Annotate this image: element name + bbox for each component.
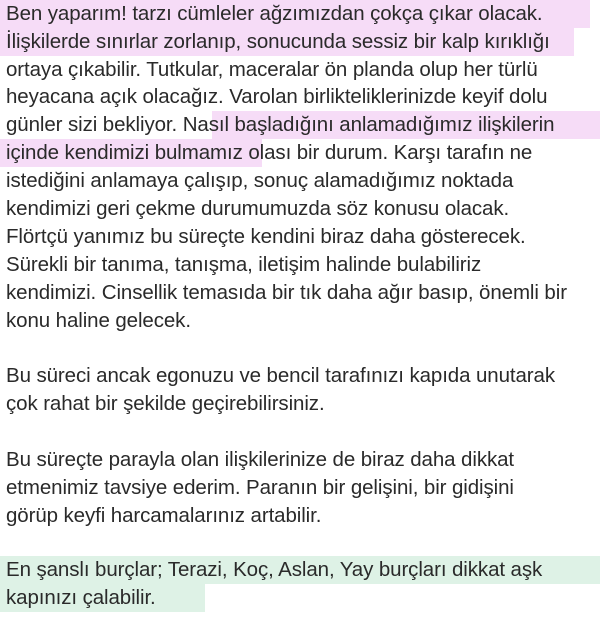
plain-text: günler sizi bekliyor. bbox=[6, 113, 183, 136]
highlighted-text: Ben yaparım! tarzı cümleler ağzımızdan çokça çıkar olacak. bbox=[6, 2, 543, 25]
text-line bbox=[6, 28, 550, 56]
text-line bbox=[6, 111, 554, 139]
text-line: görüp keyfi harcamalarınız artabilir. bbox=[6, 504, 322, 527]
text-line: ortaya çıkabilir. Tutkular, maceralar ön planda olup her türlü bbox=[6, 58, 538, 81]
text-line: konu haline gelecek. bbox=[6, 309, 191, 332]
plain-text: olası bir durum. Karşı tarafın ne bbox=[242, 141, 533, 164]
text-line: Bu süreci ancak egonuzu ve bencil tarafınızı kapıda unutarak bbox=[6, 364, 555, 387]
text-line: Flörtçü yanımız bu süreçte kendini biraz daha gösterecek. bbox=[6, 225, 526, 248]
highlighted-text: Nasıl başladığını anlamadığımız ilişkilerin bbox=[182, 113, 555, 136]
highlighted-text: İlişkilerde sınırlar zorlanıp, sonucunda sessiz bir kalp kırıklığı bbox=[6, 30, 550, 53]
text-line: kendimizi. Cinsellik temasıda bir tık daha ağır basıp, önemli bir bbox=[6, 281, 567, 304]
text-line: heyacana açık olacağız. Varolan birlikteliklerinizde keyif dolu bbox=[6, 85, 548, 108]
text-line bbox=[6, 0, 543, 28]
text-line: kapınızı çalabilir. bbox=[6, 586, 156, 609]
text-line: Sürekli bir tanıma, tanışma, iletişim halinde bulabiliriz bbox=[6, 253, 482, 276]
text-line: çok rahat bir şekilde geçirebilirsiniz. bbox=[6, 392, 325, 415]
text-line bbox=[6, 139, 532, 167]
highlighted-text: içinde kendimizi bulmamız bbox=[6, 141, 243, 164]
text-line: kendimizi geri çekme durumumuzda söz konusu olacak. bbox=[6, 197, 510, 220]
text-line: istediğini anlamaya çalışıp, sonuç alamadığımız noktada bbox=[6, 169, 514, 192]
text-line: Bu süreçte parayla olan ilişkilerinize de biraz daha dikkat bbox=[6, 448, 515, 471]
text-line: En şanslı burçlar; Terazi, Koç, Aslan, Yay burçları dikkat aşk bbox=[6, 558, 543, 581]
text-line: etmenimiz tavsiye ederim. Paranın bir gelişini, bir gidişini bbox=[6, 476, 514, 499]
